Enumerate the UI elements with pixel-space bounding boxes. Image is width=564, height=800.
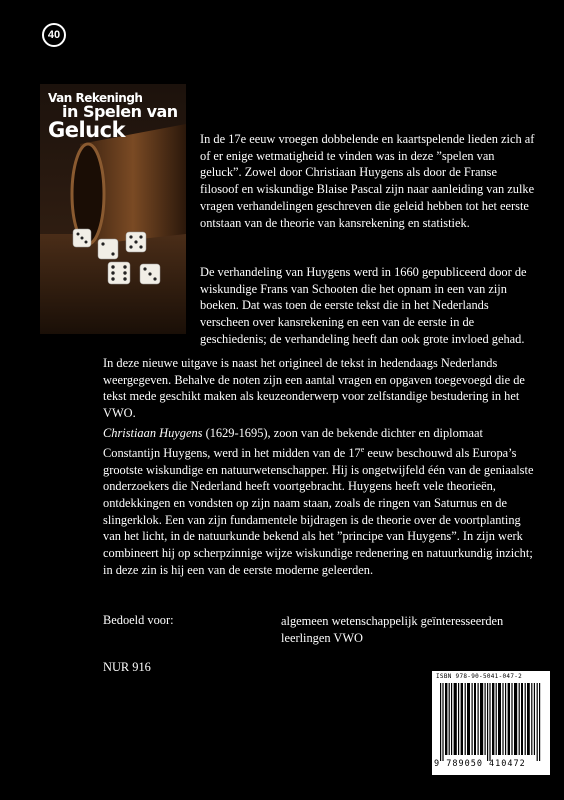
intro-paragraph: In de 17e eeuw vroegen dobbelende en kaartspelende lieden zich af of er enige wetmatigheid te vinden was in deze ”spelen van geluck”. Zowel door Christiaan Huygens als door de Franse filosoof en wiskundige Blaise Pascal zijn naar aanleiding van zulke vragen verhandelingen geschreven die geleid hebben tot het eerste ontstaan van de theorie van kansrekening en statistiek. <box>200 132 535 230</box>
biography-name: Christiaan Huygens <box>103 426 203 440</box>
nur-code: NUR 916 <box>103 660 151 674</box>
isbn-barcode <box>432 671 550 775</box>
audience-line2: leerlingen VWO <box>281 630 364 645</box>
publication-paragraph: De verhandeling van Huygens werd in 1660 gepubliceerd door de wiskundige Frans van Schooten die het opnam in een van zijn boeken. Dat was toen de eerste tekst die in het Nederlands verscheen over kansrekening en een van de eerste in de geschiedenis; de verhandeling heeft dan ook grote invloed gehad. <box>200 265 527 346</box>
book-cover-image <box>40 84 186 334</box>
page-number-badge <box>42 23 66 47</box>
barcode-bars <box>440 683 542 761</box>
biography-text-a: (1629-1695), zoon van de bekende dichter en diplomaat Constantijn Huygens, werd in het midden van de 17 <box>103 426 483 460</box>
cover-title-line3: Geluck <box>48 118 126 142</box>
audience-value <box>281 613 541 646</box>
audience-line1: algemeen wetenschappelijk geïnteresseerden <box>281 614 504 628</box>
edition-paragraph: In deze nieuwe uitgave is naast het origineel de tekst in hedendaags Nederlands weergegeven. Behalve de noten zijn een aantal vragen en opgaven toegevoegd die de tekst mede geschikt maken als keuzeonderwerp voor zelfstandige bestudering in het VWO. <box>103 356 525 421</box>
cover-title <box>48 92 183 141</box>
biography-superscript: e <box>360 444 365 454</box>
barcode-digits: 9 789050 410472 <box>434 759 526 769</box>
cover-title-line1: Van Rekeningh <box>48 91 143 105</box>
isbn-label: ISBN 978-90-5041-047-2 <box>436 673 523 680</box>
cover-title-line2: in Spelen van <box>62 102 178 121</box>
biography-text-b: eeuw beschouwd als Europa’s grootste wiskundige en natuurwetenschapper. Hij is ongetwijfeld één van de geniaalste onderzoekers die Nederland heeft voortgebracht. Huygens heeft vele theorieën, ontdekkingen en vondsten op zijn naam staan, zoals de ringen van Saturnus en de slingerklok. Een van zijn fundamentele bijdragen is de theorie over de voortplanting van het licht, in de natuurkunde bekend als het ”principe van Huygens”. In zijn werk combineert hij op scherpzinnige wijze wiskundige redenering en natuurkundig inzicht; in deze zin is hij een van de eerste moderne geleerden. <box>103 445 534 577</box>
audience-label: Bedoeld voor: <box>103 613 174 627</box>
page-number: 40 <box>47 29 61 41</box>
biography-paragraph <box>103 425 535 578</box>
